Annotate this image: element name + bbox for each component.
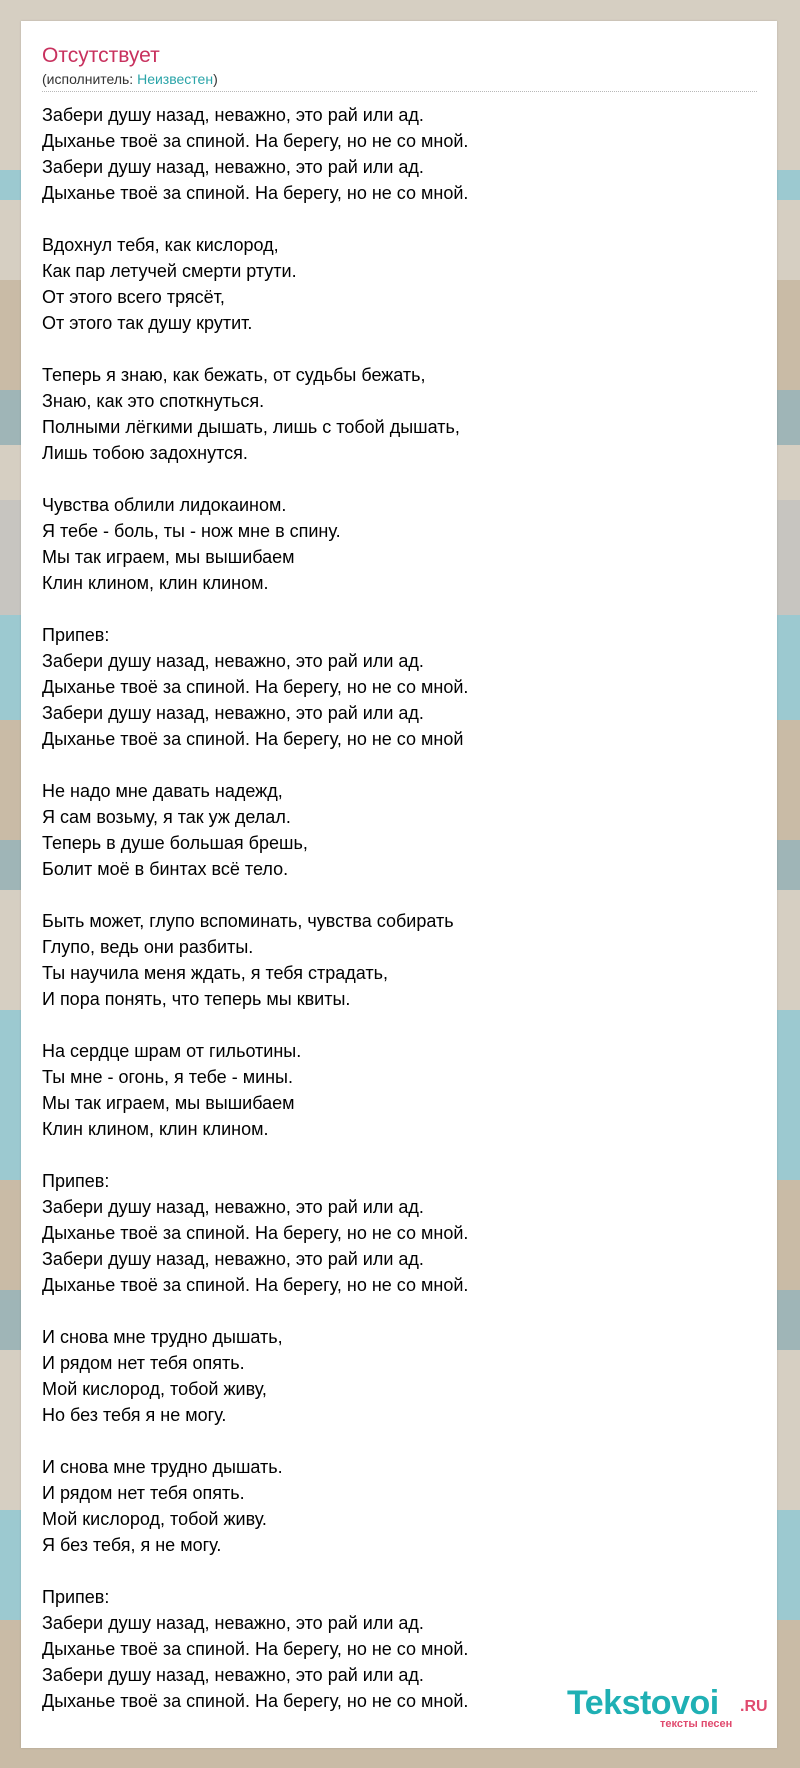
lyric-line: Болит моё в бинтах всё тело. [42,859,289,879]
lyric-line: Дыханье твоё за спиной. На берегу, но не со мной. [42,1275,469,1295]
lyric-line: Дыханье твоё за спиной. На берегу, но не со мной. [42,1223,469,1243]
lyric-line: Дыханье твоё за спиной. На берегу, но не со мной. [42,1691,469,1711]
lyric-line: Лишь тобою задохнутся. [42,443,248,463]
lyric-line: Ты мне - огонь, я тебе - мины. [42,1067,293,1087]
lyric-blank-line [42,882,757,908]
lyric-line: Глупо, ведь они разбиты. [42,937,254,957]
lyric-line: Знаю, как это споткнуться. [42,391,265,411]
lyric-line: Чувства облили лидокаином. [42,495,287,515]
lyric-line: Быть может, глупо вспоминать, чувства собирать [42,911,454,931]
lyric-line: Ты научила меня ждать, я тебя страдать, [42,963,388,983]
artist-link[interactable]: Неизвестен [137,71,214,87]
lyric-blank-line [42,1298,757,1324]
lyric-line: Полными лёгкими дышать, лишь с тобой дышать, [42,417,460,437]
lyric-blank-line [42,1558,757,1584]
lyric-blank-line [42,336,757,362]
artist-prefix: (исполнитель: [42,71,138,87]
song-header [42,43,757,92]
lyric-blank-line [42,206,757,232]
lyric-line: Мы так играем, мы вышибаем [42,547,295,567]
lyric-line: Припев: [42,1171,110,1191]
lyric-line: От этого так душу крутит. [42,313,253,333]
lyric-line: Я тебе - боль, ты - нож мне в спину. [42,521,341,541]
lyric-blank-line [42,1012,757,1038]
artist-line [42,70,757,88]
lyric-blank-line [42,752,757,778]
lyric-line: Забери душу назад, неважно, это рай или ад. [42,651,424,671]
lyric-line: Но без тебя я не могу. [42,1405,227,1425]
lyric-line: Забери душу назад, неважно, это рай или ад. [42,1613,424,1633]
lyric-line: Припев: [42,625,110,645]
lyric-line: Мы так играем, мы вышибаем [42,1093,295,1113]
lyric-line: Забери душу назад, неважно, это рай или ад. [42,105,424,125]
lyric-line: Мой кислород, тобой живу, [42,1379,267,1399]
lyric-line: Дыханье твоё за спиной. На берегу, но не со мной. [42,1639,469,1659]
lyric-line: Забери душу назад, неважно, это рай или ад. [42,1197,424,1217]
lyric-line: Я без тебя, я не могу. [42,1535,222,1555]
lyric-line: Как пар летучей смерти ртути. [42,261,297,281]
lyric-line: Дыханье твоё за спиной. На берегу, но не со мной. [42,677,469,697]
lyric-line: На сердце шрам от гильотины. [42,1041,302,1061]
lyric-line: Мой кислород, тобой живу. [42,1509,267,1529]
site-logo[interactable] [567,1683,787,1733]
lyric-line: Припев: [42,1587,110,1607]
logo-domain: .RU [740,1698,768,1715]
artist-suffix: ) [213,71,218,87]
lyric-line: Забери душу назад, неважно, это рай или ад. [42,157,424,177]
lyric-line: Клин клином, клин клином. [42,1119,269,1139]
lyric-line: И снова мне трудно дышать, [42,1327,283,1347]
lyric-line: Теперь в душе большая брешь, [42,833,308,853]
lyric-line: Вдохнул тебя, как кислород, [42,235,279,255]
lyric-line: Не надо мне давать надежд, [42,781,283,801]
logo-name: Tekstovoi [567,1684,719,1722]
lyric-line: Дыханье твоё за спиной. На берегу, но не со мной. [42,131,469,151]
lyric-line: И снова мне трудно дышать. [42,1457,283,1477]
lyric-blank-line [42,596,757,622]
lyric-line: Теперь я знаю, как бежать, от судьбы бежать, [42,365,426,385]
song-title: Отсутствует [42,44,160,67]
lyric-blank-line [42,1428,757,1454]
lyric-line: Забери душу назад, неважно, это рай или ад. [42,1249,424,1269]
lyric-line: Забери душу назад, неважно, это рай или ад. [42,703,424,723]
lyric-line: Клин клином, клин клином. [42,573,269,593]
lyric-line: И рядом нет тебя опять. [42,1353,245,1373]
lyrics-page [21,21,777,1748]
lyric-blank-line [42,466,757,492]
lyric-blank-line [42,1142,757,1168]
lyric-line: Дыханье твоё за спиной. На берегу, но не со мной. [42,183,469,203]
lyric-line: И рядом нет тебя опять. [42,1483,245,1503]
lyrics-text [42,102,757,1714]
lyric-line: И пора понять, что теперь мы квиты. [42,989,351,1009]
logo-tagline: тексты песен [660,1718,733,1730]
lyric-line: Я сам возьму, я так уж делал. [42,807,291,827]
lyric-line: Дыханье твоё за спиной. На берегу, но не со мной [42,729,464,749]
lyric-line: От этого всего трясёт, [42,287,225,307]
lyric-line: Забери душу назад, неважно, это рай или ад. [42,1665,424,1685]
